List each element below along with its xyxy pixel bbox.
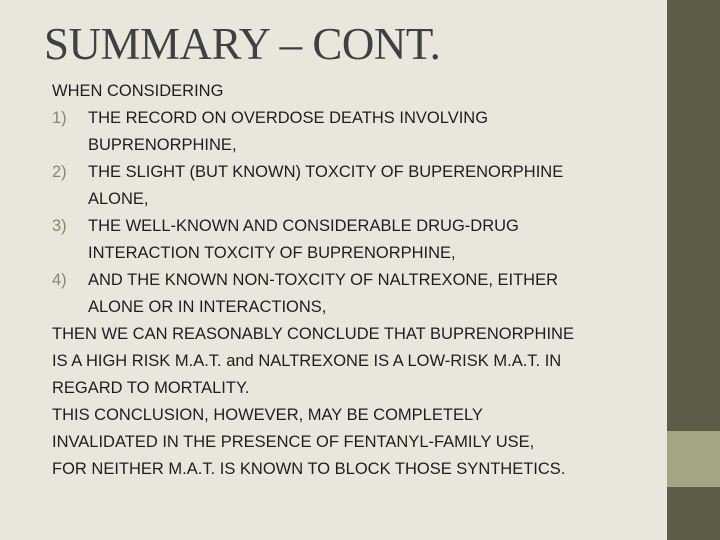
- list-item-line: THE WELL-KNOWN AND CONSIDERABLE DRUG-DRUG: [88, 217, 519, 235]
- conclusion-line: THEN WE CAN REASONABLY CONCLUDE THAT BUPRENORPHINE: [52, 325, 574, 343]
- list-number: 1): [52, 109, 67, 127]
- conclusion-line: IS A HIGH RISK M.A.T. and NALTREXONE IS A LOW-RISK M.A.T. IN: [52, 352, 562, 370]
- list-number: 2): [52, 163, 67, 181]
- list-item-line: ALONE,: [88, 190, 149, 208]
- list-item-line: AND THE KNOWN NON-TOXCITY OF NALTREXONE, EITHER: [88, 271, 558, 289]
- list-item-line: INTERACTION TOXCITY OF BUPRENORPHINE,: [88, 244, 456, 262]
- intro-line: WHEN CONSIDERING: [52, 82, 224, 100]
- list-item-line: THE RECORD ON OVERDOSE DEATHS INVOLVING: [88, 109, 489, 127]
- caveat-line: FOR NEITHER M.A.T. IS KNOWN TO BLOCK THOSE SYNTHETICS.: [52, 460, 566, 478]
- side-band-dark-bottom: [667, 487, 720, 540]
- side-band-accent: [667, 431, 720, 487]
- list-item-line: ALONE OR IN INTERACTIONS,: [88, 298, 327, 316]
- list-number: 4): [52, 271, 67, 289]
- list-item: [52, 267, 662, 321]
- slide-body: [52, 78, 662, 483]
- side-band-dark: [667, 0, 720, 431]
- list-item-line: BUPRENORPHINE,: [88, 136, 237, 154]
- caveat-line: THIS CONCLUSION, HOWEVER, MAY BE COMPLETELY: [52, 406, 483, 424]
- slide-title: SUMMARY – CONT.: [44, 19, 441, 69]
- conclusion-line: REGARD TO MORTALITY.: [52, 379, 250, 397]
- caveat-line: INVALIDATED IN THE PRESENCE OF FENTANYL-FAMILY USE,: [52, 433, 535, 451]
- list-item: [52, 213, 662, 267]
- list-item: [52, 105, 662, 159]
- list-item-line: THE SLIGHT (BUT KNOWN) TOXCITY OF BUPERENORPHINE: [88, 163, 564, 181]
- list-number: 3): [52, 217, 67, 235]
- list-item: [52, 159, 662, 213]
